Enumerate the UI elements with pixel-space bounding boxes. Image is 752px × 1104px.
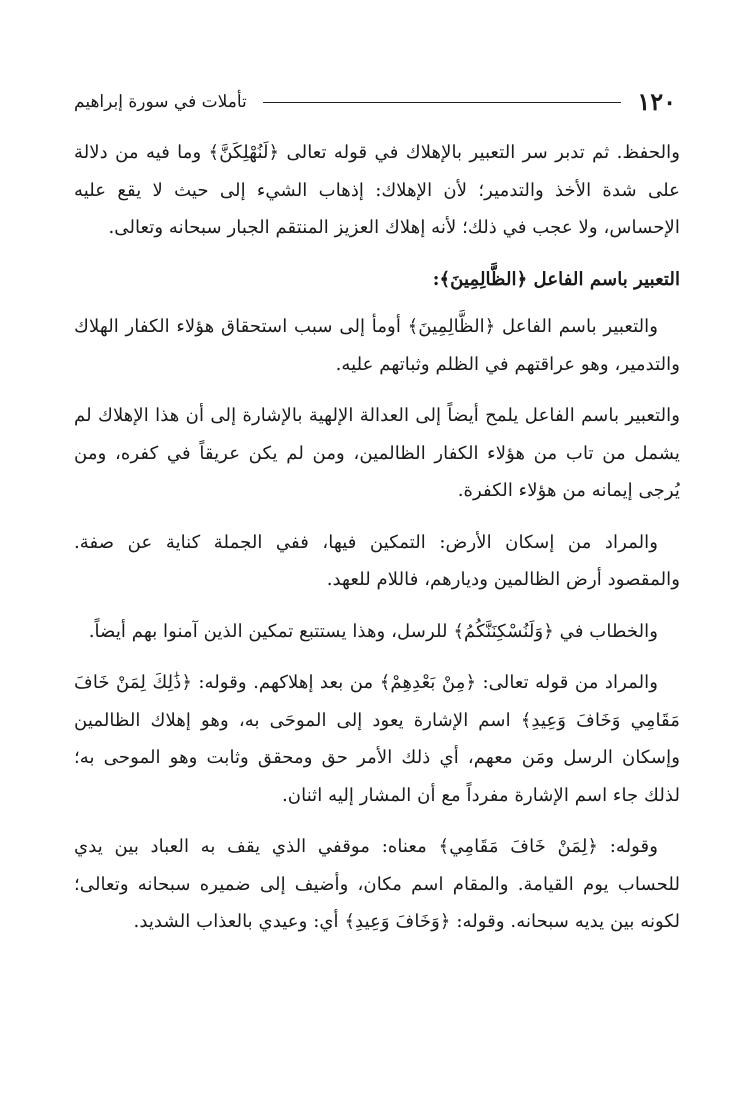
- page-number: ١٢٠: [637, 87, 676, 116]
- paragraph-5: والخطاب في ﴿وَلَنُسْكِنَنَّكُمُ﴾ للرسل، وهذا يستتبع تمكين الذين آمنوا بهم أيضاً.: [88, 620, 658, 642]
- header-rule: [263, 102, 622, 103]
- paragraph-3: والتعبير باسم الفاعل يلمح أيضاً إلى العدالة الإلهية بالإشارة إلى أن هذا الإهلاك لم يشمل من تاب من هؤلاء الكفار الظالمين، ومن لم يكن عريقاً في كفره، ومن يُرجى إيمانه من هؤلاء الكفرة.: [74, 405, 680, 501]
- paragraph-6: والمراد من قوله تعالى: ﴿مِنْ بَعْدِهِمْ﴾ من بعد إهلاكهم. وقوله: ﴿ذَٰلِكَ لِمَنْ خَافَ مَقَامِي وَخَافَ وَعِيدِ﴾ اسم الإشارة يعود إلى الموحَى به، وهو إهلاك الظالمين وإسكان الرسل ومَن معهم، أي ذلك الأمر حق ومحقق وثابت وهو الموحى به؛ لذلك جاء اسم الإشارة مفرداً مع أن المشار إليه اثنان.: [74, 672, 680, 806]
- paragraph-4: والمراد من إسكان الأرض: التمكين فيها، ففي الجملة كناية عن صفة. والمقصود أرض الظالمين وديارهم، فاللام للعهد.: [74, 531, 680, 590]
- page-header: [74, 84, 676, 120]
- section-heading: التعبير باسم الفاعل ﴿الظَّالِمِينَ﴾:: [432, 268, 680, 290]
- paragraph-2: والتعبير باسم الفاعل ﴿الظَّالِمِينَ﴾ أومأ إلى سبب استحقاق هؤلاء الكفار الهلاك والتدمير، وهو عراقتهم في الظلم وثباتهم عليه.: [74, 316, 680, 375]
- paragraph-1: والحفظ. ثم تدبر سر التعبير بالإهلاك في قوله تعالى ﴿لَنُهْلِكَنَّ﴾ وما فيه من دلالة على شدة الأخذ والتدمير؛ لأن الإهلاك: إذهاب الشيء إلى حيث لا يقع عليه الإحساس، ولا عجب في ذلك؛ لأنه إهلاك العزيز المنتقم الجبار سبحانه وتعالى.: [74, 142, 680, 238]
- book-title: تأملات في سورة إبراهيم: [74, 91, 247, 112]
- page-content: [74, 128, 680, 955]
- paragraph-7: وقوله: ﴿لِمَنْ خَافَ مَقَامِي﴾ معناه: موقفي الذي يقف به العباد بين يدي للحساب يوم القيامة. والمقام اسم مكان، وأضيف إلى ضميره سبحانه وتعالى؛ لكونه بين يديه سبحانه. وقوله: ﴿وَخَافَ وَعِيدِ﴾ أي: وعيدي بالعذاب الشديد.: [74, 836, 680, 932]
